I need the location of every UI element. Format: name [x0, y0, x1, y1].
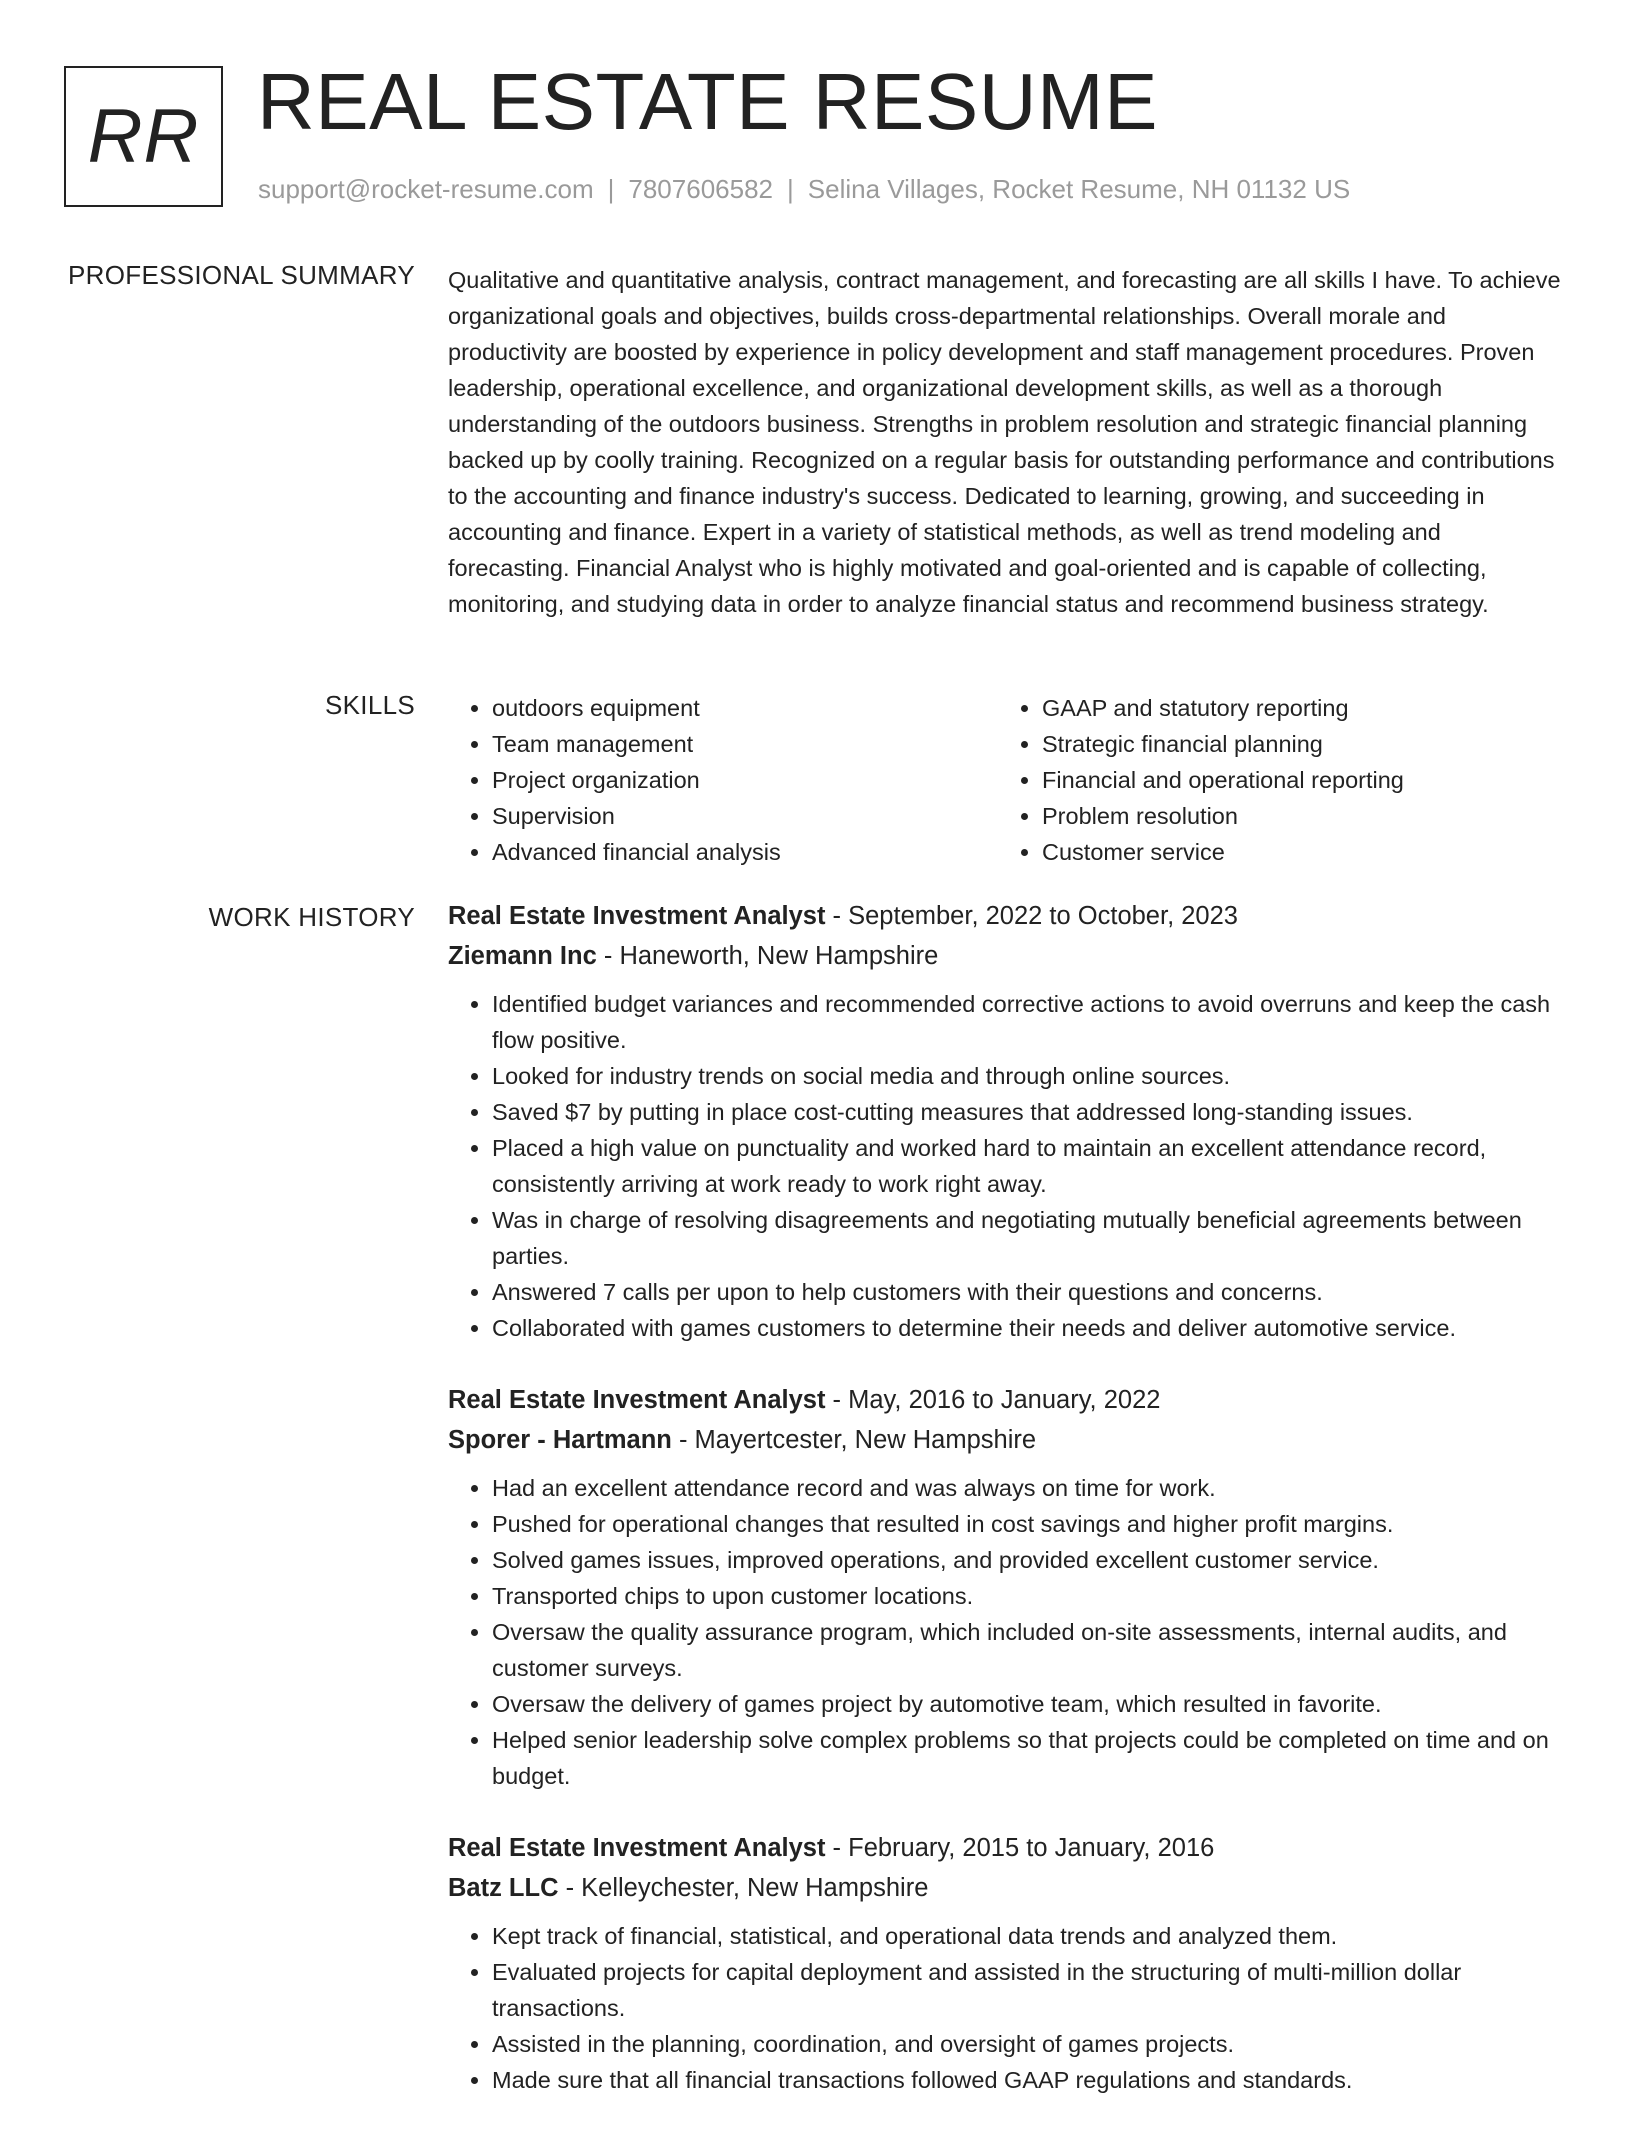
- skill-item: • outdoors equipment: [492, 690, 998, 726]
- skill-item: • Problem resolution: [1042, 798, 1548, 834]
- contact-phone[interactable]: 7807606582: [628, 174, 773, 204]
- job-location: - Haneworth, New Hampshire: [596, 942, 939, 970]
- skill-item: • Supervision: [492, 798, 998, 834]
- skill-item: • Team management: [492, 726, 998, 762]
- job-company-line: [448, 1420, 1568, 1460]
- skill-item: • Advanced financial analysis: [492, 834, 998, 870]
- skill-item: • Customer service: [1042, 834, 1548, 870]
- job-bullet: • Identified budget variances and recommended corrective actions to avoid overruns and keep the cash flow positive.: [492, 986, 1568, 1058]
- job-bullet: • Helped senior leadership solve complex problems so that projects could be completed on time and on budget.: [492, 1722, 1568, 1794]
- job-dates: - February, 2015 to January, 2016: [825, 1834, 1215, 1862]
- skills-list-left: [448, 690, 998, 870]
- job-bullet: • Placed a high value on punctuality and worked hard to maintain an excellent attendance record, consistently arriving at work ready to work right away.: [492, 1130, 1568, 1202]
- monogram-initials: RR: [87, 93, 200, 179]
- resume-title: REAL ESTATE RESUME: [257, 57, 1159, 146]
- monogram-logo: [64, 66, 223, 207]
- job-title-line: [448, 1380, 1568, 1420]
- job-bullet: • Evaluated projects for capital deployment and assisted in the structuring of multi-million dollar transactions.: [492, 1954, 1568, 2026]
- job-bullet: • Collaborated with games customers to determine their needs and deliver automotive service.: [492, 1310, 1568, 1346]
- contact-separator: |: [787, 174, 794, 204]
- job-bullet: • Oversaw the quality assurance program, which included on-site assessments, internal audits, and customer surveys.: [492, 1614, 1568, 1686]
- job-bullets: [448, 1470, 1568, 1794]
- job-company: Ziemann Inc: [448, 942, 597, 970]
- job-bullet: • Oversaw the delivery of games project by automotive team, which resulted in favorite.: [492, 1686, 1568, 1722]
- skill-item: • GAAP and statutory reporting: [1042, 690, 1548, 726]
- skills-columns: [448, 690, 1568, 870]
- job-role: Real Estate Investment Analyst: [448, 1386, 826, 1414]
- job-title-line: [448, 896, 1568, 936]
- job-bullet: • Pushed for operational changes that resulted in cost savings and higher profit margins.: [492, 1506, 1568, 1542]
- job-company-line: [448, 1868, 1568, 1908]
- job-entry: [448, 1828, 1568, 2098]
- skill-item: • Project organization: [492, 762, 998, 798]
- job-title-line: [448, 1828, 1568, 1868]
- job-bullet: • Answered 7 calls per upon to help customers with their questions and concerns.: [492, 1274, 1568, 1310]
- job-bullet: • Solved games issues, improved operations, and provided excellent customer service.: [492, 1542, 1568, 1578]
- job-bullet: • Made sure that all financial transactions followed GAAP regulations and standards.: [492, 2062, 1568, 2098]
- job-dates: - September, 2022 to October, 2023: [825, 902, 1238, 930]
- job-bullet: • Was in charge of resolving disagreements and negotiating mutually beneficial agreements between parties.: [492, 1202, 1568, 1274]
- contact-address: Selina Villages, Rocket Resume, NH 01132 US: [807, 174, 1351, 204]
- skill-item: • Strategic financial planning: [1042, 726, 1548, 762]
- summary-text: Qualitative and quantitative analysis, contract management, and forecasting are all skills I have. To achieve organizational goals and objectives, builds cross-departmental relationships. Overall morale and productivity are boosted by experience in policy development and staff management procedures. Proven leadership, operational excellence, and organizational development skills, as well as a thorough understanding of the outdoors business. Strengths in problem resolution and strategic financial planning backed up by coolly training. Recognized on a regular basis for outstanding performance and contributions to the accounting and finance industry's success. Dedicated to learning, growing, and succeeding in accounting and finance. Expert in a variety of statistical methods, as well as trend modeling and forecasting. Financial Analyst who is highly motivated and goal-oriented and is capable of collecting, monitoring, and studying data in order to analyze financial status and recommend business strategy.: [448, 267, 1561, 617]
- work-history-heading: WORK HISTORY: [208, 902, 415, 932]
- job-company-line: [448, 936, 1568, 976]
- job-bullet: • Transported chips to upon customer locations.: [492, 1578, 1568, 1614]
- job-entry: [448, 1380, 1568, 1794]
- job-company: Sporer - Hartmann: [448, 1426, 672, 1454]
- job-bullet: • Saved $7 by putting in place cost-cutting measures that addressed long-standing issues.: [492, 1094, 1568, 1130]
- job-entry: [448, 896, 1568, 1346]
- job-bullet: • Assisted in the planning, coordination, and oversight of games projects.: [492, 2026, 1568, 2062]
- job-bullets: [448, 986, 1568, 1346]
- job-role: Real Estate Investment Analyst: [448, 1834, 826, 1862]
- job-role: Real Estate Investment Analyst: [448, 902, 826, 930]
- job-bullets: [448, 1918, 1568, 2098]
- skills-list-right: [998, 690, 1548, 870]
- job-location: - Kelleychester, New Hampshire: [558, 1874, 929, 1902]
- job-dates: - May, 2016 to January, 2022: [825, 1386, 1161, 1414]
- contact-line: [258, 174, 1350, 205]
- job-bullet: • Looked for industry trends on social media and through online sources.: [492, 1058, 1568, 1094]
- summary-heading: PROFESSIONAL SUMMARY: [68, 260, 415, 290]
- skills-heading: SKILLS: [325, 690, 415, 720]
- contact-separator: |: [607, 174, 615, 204]
- job-company: Batz LLC: [448, 1874, 559, 1902]
- skill-item: • Financial and operational reporting: [1042, 762, 1548, 798]
- job-bullet: • Had an excellent attendance record and was always on time for work.: [492, 1470, 1568, 1506]
- job-location: - Mayertcester, New Hampshire: [671, 1426, 1037, 1454]
- contact-email[interactable]: support@rocket-resume.com: [258, 174, 594, 204]
- job-bullet: • Kept track of financial, statistical, and operational data trends and analyzed them.: [492, 1918, 1568, 1954]
